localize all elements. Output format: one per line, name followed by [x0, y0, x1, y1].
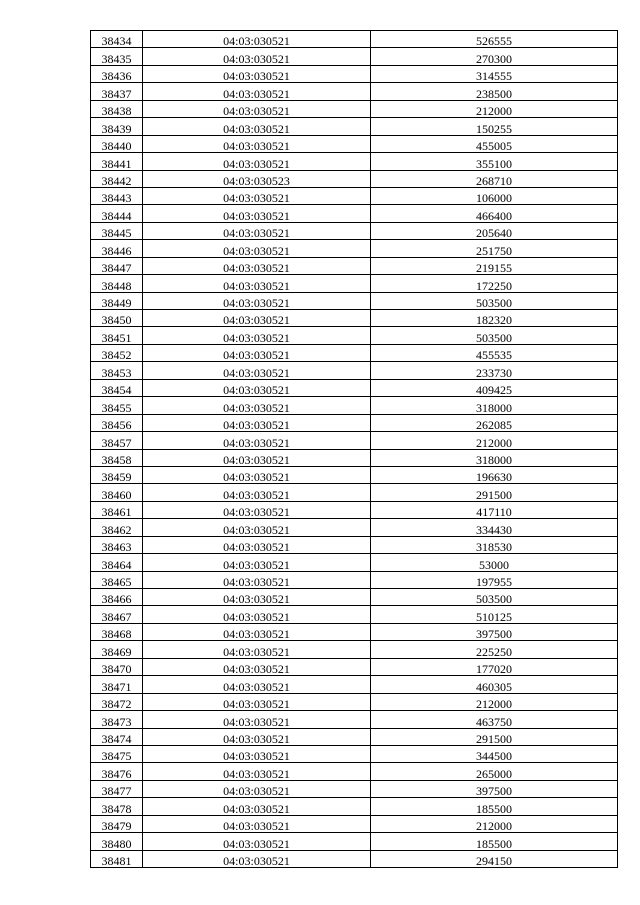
records-table-body	[91, 31, 618, 868]
code-cell: 04:03:030521	[143, 379, 371, 396]
amount-cell: 526555	[371, 31, 618, 48]
table-row	[91, 205, 618, 222]
amount-cell: 397500	[371, 780, 618, 797]
record-number-cell: 38466	[91, 589, 143, 606]
amount-cell: 291500	[371, 484, 618, 501]
amount-cell: 344500	[371, 745, 618, 762]
record-number-cell: 38475	[91, 745, 143, 762]
table-row	[91, 100, 618, 117]
record-number-cell: 38473	[91, 711, 143, 728]
record-number-cell: 38451	[91, 327, 143, 344]
record-number-cell: 38441	[91, 153, 143, 170]
record-number-cell: 38437	[91, 83, 143, 100]
code-cell: 04:03:030521	[143, 536, 371, 553]
table-row	[91, 397, 618, 414]
code-cell: 04:03:030521	[143, 240, 371, 257]
amount-cell: 503500	[371, 292, 618, 309]
amount-cell: 291500	[371, 728, 618, 745]
code-cell: 04:03:030521	[143, 850, 371, 867]
record-number-cell: 38474	[91, 728, 143, 745]
record-number-cell: 38479	[91, 815, 143, 832]
record-number-cell: 38469	[91, 641, 143, 658]
record-number-cell: 38438	[91, 100, 143, 117]
table-row	[91, 257, 618, 274]
record-number-cell: 38470	[91, 658, 143, 675]
record-number-cell: 38444	[91, 205, 143, 222]
table-row	[91, 344, 618, 361]
record-number-cell: 38467	[91, 606, 143, 623]
table-row	[91, 414, 618, 431]
code-cell: 04:03:030521	[143, 728, 371, 745]
code-cell: 04:03:030521	[143, 763, 371, 780]
amount-cell: 172250	[371, 275, 618, 292]
amount-cell: 463750	[371, 711, 618, 728]
code-cell: 04:03:030521	[143, 327, 371, 344]
table-row	[91, 187, 618, 204]
code-cell: 04:03:030521	[143, 571, 371, 588]
record-number-cell: 38455	[91, 397, 143, 414]
amount-cell: 294150	[371, 850, 618, 867]
table-row	[91, 484, 618, 501]
table-row	[91, 798, 618, 815]
code-cell: 04:03:030521	[143, 501, 371, 518]
code-cell: 04:03:030521	[143, 554, 371, 571]
code-cell: 04:03:030521	[143, 815, 371, 832]
code-cell: 04:03:030521	[143, 48, 371, 65]
code-cell: 04:03:030521	[143, 745, 371, 762]
code-cell: 04:03:030521	[143, 362, 371, 379]
amount-cell: 182320	[371, 310, 618, 327]
table-row	[91, 693, 618, 710]
table-row	[91, 711, 618, 728]
table-row	[91, 501, 618, 518]
table-row	[91, 327, 618, 344]
amount-cell: 466400	[371, 205, 618, 222]
table-row	[91, 658, 618, 675]
record-number-cell: 38462	[91, 519, 143, 536]
table-row	[91, 536, 618, 553]
table-row	[91, 170, 618, 187]
records-table	[90, 30, 618, 868]
record-number-cell: 38456	[91, 414, 143, 431]
record-number-cell: 38447	[91, 257, 143, 274]
table-row	[91, 745, 618, 762]
amount-cell: 251750	[371, 240, 618, 257]
record-number-cell: 38481	[91, 850, 143, 867]
record-number-cell: 38457	[91, 432, 143, 449]
record-number-cell: 38464	[91, 554, 143, 571]
amount-cell: 212000	[371, 815, 618, 832]
code-cell: 04:03:030521	[143, 693, 371, 710]
record-number-cell: 38478	[91, 798, 143, 815]
code-cell: 04:03:030521	[143, 676, 371, 693]
code-cell: 04:03:030521	[143, 798, 371, 815]
table-row	[91, 728, 618, 745]
code-cell: 04:03:030521	[143, 100, 371, 117]
amount-cell: 150255	[371, 118, 618, 135]
table-row	[91, 31, 618, 48]
record-number-cell: 38452	[91, 344, 143, 361]
code-cell: 04:03:030521	[143, 833, 371, 850]
table-row	[91, 310, 618, 327]
code-cell: 04:03:030521	[143, 222, 371, 239]
amount-cell: 212000	[371, 693, 618, 710]
code-cell: 04:03:030521	[143, 606, 371, 623]
code-cell: 04:03:030521	[143, 641, 371, 658]
record-number-cell: 38460	[91, 484, 143, 501]
record-number-cell: 38445	[91, 222, 143, 239]
record-number-cell: 38459	[91, 466, 143, 483]
amount-cell: 196630	[371, 466, 618, 483]
record-number-cell: 38458	[91, 449, 143, 466]
table-row	[91, 222, 618, 239]
amount-cell: 460305	[371, 676, 618, 693]
table-row	[91, 833, 618, 850]
record-number-cell: 38436	[91, 65, 143, 82]
table-row	[91, 519, 618, 536]
amount-cell: 503500	[371, 589, 618, 606]
table-row	[91, 48, 618, 65]
table-row	[91, 641, 618, 658]
record-number-cell: 38435	[91, 48, 143, 65]
table-row	[91, 292, 618, 309]
amount-cell: 265000	[371, 763, 618, 780]
record-number-cell: 38461	[91, 501, 143, 518]
record-number-cell: 38449	[91, 292, 143, 309]
amount-cell: 205640	[371, 222, 618, 239]
table-row	[91, 65, 618, 82]
code-cell: 04:03:030521	[143, 83, 371, 100]
code-cell: 04:03:030521	[143, 118, 371, 135]
amount-cell: 185500	[371, 833, 618, 850]
code-cell: 04:03:030521	[143, 187, 371, 204]
amount-cell: 238500	[371, 83, 618, 100]
code-cell: 04:03:030521	[143, 432, 371, 449]
record-number-cell: 38471	[91, 676, 143, 693]
record-number-cell: 38446	[91, 240, 143, 257]
amount-cell: 503500	[371, 327, 618, 344]
amount-cell: 270300	[371, 48, 618, 65]
table-row	[91, 763, 618, 780]
record-number-cell: 38434	[91, 31, 143, 48]
table-row	[91, 571, 618, 588]
amount-cell: 212000	[371, 100, 618, 117]
amount-cell: 225250	[371, 641, 618, 658]
table-row	[91, 850, 618, 867]
code-cell: 04:03:030521	[143, 484, 371, 501]
table-row	[91, 275, 618, 292]
code-cell: 04:03:030521	[143, 397, 371, 414]
table-row	[91, 362, 618, 379]
code-cell: 04:03:030521	[143, 623, 371, 640]
table-row	[91, 240, 618, 257]
code-cell: 04:03:030521	[143, 466, 371, 483]
amount-cell: 233730	[371, 362, 618, 379]
code-cell: 04:03:030521	[143, 519, 371, 536]
table-row	[91, 676, 618, 693]
table-row	[91, 554, 618, 571]
amount-cell: 53000	[371, 554, 618, 571]
record-number-cell: 38477	[91, 780, 143, 797]
record-number-cell: 38454	[91, 379, 143, 396]
code-cell: 04:03:030523	[143, 170, 371, 187]
code-cell: 04:03:030521	[143, 414, 371, 431]
code-cell: 04:03:030521	[143, 344, 371, 361]
table-row	[91, 623, 618, 640]
code-cell: 04:03:030521	[143, 153, 371, 170]
record-number-cell: 38443	[91, 187, 143, 204]
table-row	[91, 379, 618, 396]
amount-cell: 318000	[371, 449, 618, 466]
record-number-cell: 38468	[91, 623, 143, 640]
record-number-cell: 38450	[91, 310, 143, 327]
table-row	[91, 606, 618, 623]
amount-cell: 314555	[371, 65, 618, 82]
code-cell: 04:03:030521	[143, 310, 371, 327]
amount-cell: 355100	[371, 153, 618, 170]
code-cell: 04:03:030521	[143, 658, 371, 675]
amount-cell: 219155	[371, 257, 618, 274]
code-cell: 04:03:030521	[143, 65, 371, 82]
code-cell: 04:03:030521	[143, 780, 371, 797]
record-number-cell: 38480	[91, 833, 143, 850]
code-cell: 04:03:030521	[143, 589, 371, 606]
table-row	[91, 135, 618, 152]
table-row	[91, 780, 618, 797]
record-number-cell: 38463	[91, 536, 143, 553]
table-row	[91, 118, 618, 135]
amount-cell: 268710	[371, 170, 618, 187]
record-number-cell: 38472	[91, 693, 143, 710]
record-number-cell: 38448	[91, 275, 143, 292]
amount-cell: 185500	[371, 798, 618, 815]
amount-cell: 409425	[371, 379, 618, 396]
amount-cell: 106000	[371, 187, 618, 204]
record-number-cell: 38465	[91, 571, 143, 588]
record-number-cell: 38453	[91, 362, 143, 379]
record-number-cell: 38440	[91, 135, 143, 152]
code-cell: 04:03:030521	[143, 205, 371, 222]
code-cell: 04:03:030521	[143, 31, 371, 48]
code-cell: 04:03:030521	[143, 711, 371, 728]
record-number-cell: 38439	[91, 118, 143, 135]
amount-cell: 212000	[371, 432, 618, 449]
table-row	[91, 153, 618, 170]
amount-cell: 197955	[371, 571, 618, 588]
amount-cell: 397500	[371, 623, 618, 640]
amount-cell: 262085	[371, 414, 618, 431]
amount-cell: 318530	[371, 536, 618, 553]
code-cell: 04:03:030521	[143, 135, 371, 152]
table-row	[91, 815, 618, 832]
amount-cell: 510125	[371, 606, 618, 623]
amount-cell: 417110	[371, 501, 618, 518]
amount-cell: 177020	[371, 658, 618, 675]
record-number-cell: 38442	[91, 170, 143, 187]
table-row	[91, 589, 618, 606]
amount-cell: 334430	[371, 519, 618, 536]
record-number-cell: 38476	[91, 763, 143, 780]
amount-cell: 455535	[371, 344, 618, 361]
amount-cell: 455005	[371, 135, 618, 152]
code-cell: 04:03:030521	[143, 257, 371, 274]
table-row	[91, 432, 618, 449]
table-row	[91, 449, 618, 466]
amount-cell: 318000	[371, 397, 618, 414]
code-cell: 04:03:030521	[143, 292, 371, 309]
table-row	[91, 83, 618, 100]
code-cell: 04:03:030521	[143, 275, 371, 292]
code-cell: 04:03:030521	[143, 449, 371, 466]
table-row	[91, 466, 618, 483]
